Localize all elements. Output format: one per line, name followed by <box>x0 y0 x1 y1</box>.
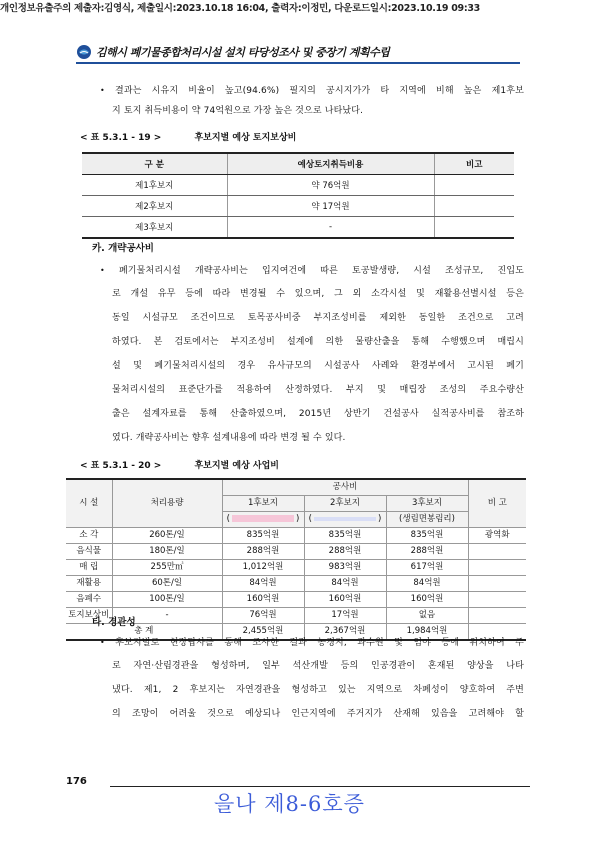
table-row: 음식물 180톤/일 288억원 288억원 288억원 <box>66 544 526 560</box>
footer-divider <box>110 786 530 787</box>
header-site-3: 3후보지 <box>386 496 468 512</box>
bullet-icon: • <box>100 266 105 275</box>
table1-caption <box>80 130 296 143</box>
table-row: 소 각 260톤/일 835억원 835억원 835억원 광역화 <box>66 528 526 544</box>
document-logo-icon <box>76 44 92 60</box>
title-divider <box>76 62 520 64</box>
ka-line-4: 하였다. 본 검토에서는 부지조성비 설계에 의한 물량산출을 통해 수행했으며 매립시 <box>112 337 524 347</box>
table-header-row <box>82 153 514 175</box>
header-remark: 비고 <box>434 153 514 175</box>
header-construction-cost: 공사비 <box>222 479 468 496</box>
header-facility: 시 설 <box>66 479 112 528</box>
intro-line-2: 지 토지 취득비용이 약 74억원으로 가장 높은 것으로 나타났다. <box>112 106 364 116</box>
header-capacity: 처리용량 <box>112 479 222 528</box>
table-row: 제1후보지 약 76억원 <box>82 175 514 196</box>
table1-caption-number: < 표 5.3.1 - 19 > <box>80 133 162 143</box>
bullet-icon: • <box>100 86 105 95</box>
table-header-row <box>66 479 526 496</box>
table-row: 토지보상비 - 76억원 17억원 없음 <box>66 608 526 624</box>
ta-line-3: 냈다. 제1, 2 후보지는 자연경관을 형성하고 있는 지역으로 차폐성이 양호하여 주변 <box>112 685 524 695</box>
ka-line-3: 동일 시설규모 조건이므로 토목공사비중 부지조성비를 제외한 동일한 조건으로 고려 <box>112 313 524 323</box>
header-category: 구 분 <box>82 153 227 175</box>
ka-line-5: 설 및 폐기물처리시설의 경우 유사규모의 시설공사 사례와 환경부에서 고시된 폐기 <box>112 361 524 371</box>
table2-caption <box>80 458 279 471</box>
header-site-1-location: ( ) <box>222 512 304 528</box>
table-row: 재활용 60톤/일 84억원 84억원 84억원 <box>66 576 526 592</box>
bullet-icon: • <box>100 638 105 647</box>
evidence-stamp: 을나 제8-6호증 <box>214 792 365 816</box>
table-row: 제2후보지 약 17억원 <box>82 196 514 217</box>
table-row: 제3후보지 - <box>82 217 514 239</box>
ka-line-7: 출은 설계자료를 통해 산출하였으며, 2015년 상반기 건설공사 실적공사비를 참조하 <box>112 409 524 419</box>
land-compensation-table <box>82 152 514 239</box>
total-label: 총 계 <box>66 624 222 641</box>
redacted-location <box>314 517 376 521</box>
ka-line-6: 물처리시설의 표준단가를 적용하여 산정하였다. 부지 및 매립장 조성의 주요수량산 <box>112 385 524 395</box>
ka-line-1: • 폐기물처리시설 개략공사비는 입지여건에 따른 토공발생량, 시설 조성규모, 진입도 <box>100 266 525 276</box>
table-row: 음폐수 100톤/일 160억원 160억원 160억원 <box>66 592 526 608</box>
table2-caption-number: < 표 5.3.1 - 20 > <box>80 461 162 471</box>
page-number: 176 <box>66 776 87 787</box>
table1-caption-name: 후보지별 예상 토지보상비 <box>194 133 297 143</box>
ka-line-8: 였다. 개략공사비는 향후 설계내용에 따라 변경 될 수 있다. <box>112 433 346 443</box>
section-heading-landscape: 타. 경관성 <box>92 617 136 628</box>
header-site-2: 2후보지 <box>304 496 386 512</box>
header-site-2-location: ( ) <box>304 512 386 528</box>
disclosure-watermark: 개인정보유출주의 제출자:김영식, 제출일시:2023.10.18 16:04, 출력자:이정민, 다운로드일시:2023.10.19 09:33 <box>0 3 480 14</box>
table2-caption-name: 후보지별 예상 사업비 <box>194 461 279 471</box>
redacted-location <box>232 515 294 522</box>
intro-line-1: • 결과는 시유지 비율이 높고(94.6%) 필지의 공시지가가 타 지역에 비해 높은 제1후보 <box>100 86 524 96</box>
table-total-row: 총 계 2,455억원 2,367억원 1,984억원 <box>66 624 526 641</box>
header-site-1: 1후보지 <box>222 496 304 512</box>
header-remark: 비 고 <box>468 479 526 528</box>
document-title: 김해시 폐기물종합처리시설 설치 타당성조사 및 중장기 계획수립 <box>96 46 390 59</box>
ka-line-2: 로 개설 유무 등에 따라 변경될 수 있으며, 그 외 소각시설 및 재활용선별시설 등은 <box>112 289 524 299</box>
table-row: 매 립 255만㎥ 1,012억원 983억원 617억원 <box>66 560 526 576</box>
ta-line-1: • 후보지별로 현장답사를 통해 조사한 결과 농경지, 과수원 및 임야 등에 위치하여 주 <box>100 638 524 648</box>
ta-line-2: 로 자연·산림경관을 형성하며, 일부 석산개발 등의 인공경관이 혼재된 양상을 나타 <box>112 661 524 671</box>
header-land-cost: 예상토지취득비용 <box>227 153 434 175</box>
section-heading-construction-cost: 카. 개략공사비 <box>92 243 154 254</box>
ta-line-4: 의 조망이 어려울 것으로 예상되나 인근지역에 주거지가 산재해 있음을 고려해야 할 <box>112 709 524 719</box>
header-site-3-location: (생림면봉림리) <box>386 512 468 528</box>
